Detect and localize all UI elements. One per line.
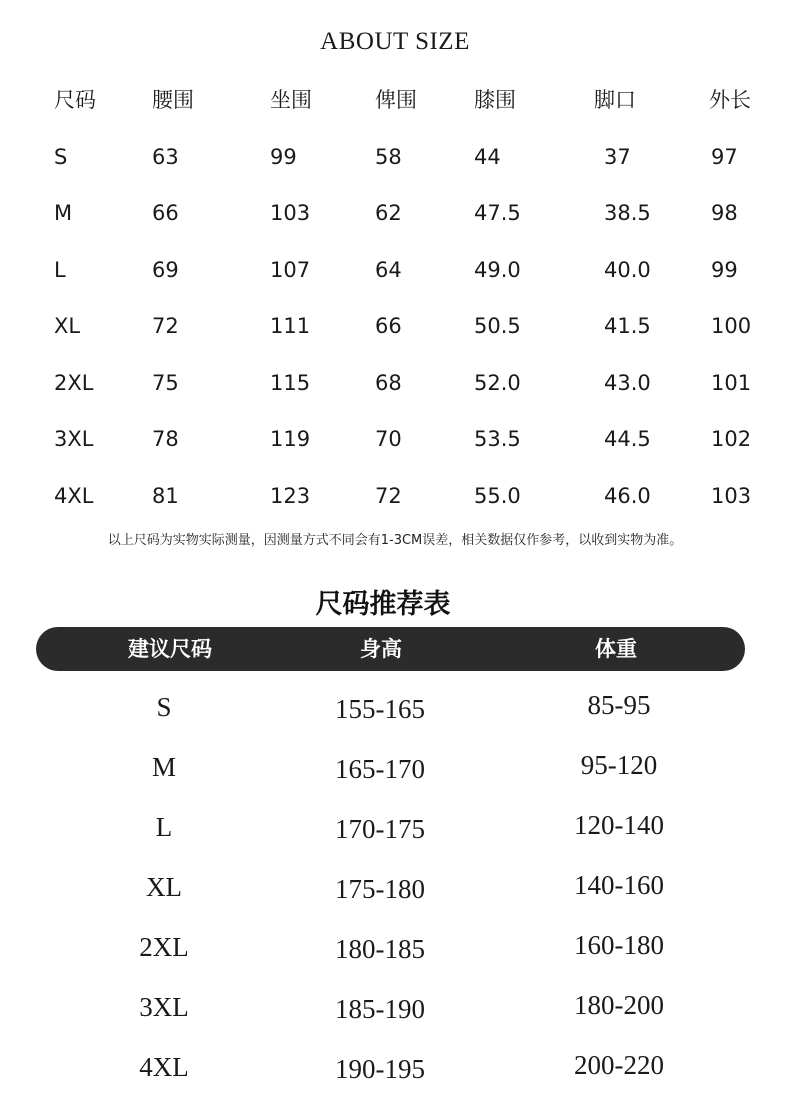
rec-cell-height: 155-165 [335,694,425,724]
size-cell-knee: 47.5 [474,201,521,225]
recommendation-row [0,1040,790,1100]
size-cell-length: 98 [711,201,738,225]
rec-cell-size: 2XL [139,932,189,962]
size-cell-thigh: 64 [375,257,402,282]
rec-cell-size: S [156,692,172,722]
size-cell-waist: 81 [152,483,179,508]
size-cell-length: 102 [711,427,752,451]
size-cell-seat: 123 [270,483,311,508]
recommendation-title: 尺码推荐表 [315,589,451,620]
size-cell-size: 2XL [54,370,94,395]
rec-cell-height: 170-175 [335,814,425,844]
size-cell-thigh: 58 [375,144,402,169]
rec-cell-height: 165-170 [335,754,425,784]
size-cell-seat: 111 [270,314,311,338]
size-header-length: 外长 [709,88,751,112]
size-cell-hem: 40.0 [604,257,651,282]
recommendation-row [0,800,790,860]
size-cell-seat: 115 [270,370,311,395]
recommendation-header-bar [36,627,745,671]
recommendation-row [0,740,790,800]
size-table-header-row [0,78,790,135]
rec-cell-size: XL [146,872,182,902]
size-header-seat: 坐围 [270,88,312,112]
size-table-row [0,135,790,192]
size-cell-hem: 46.0 [604,483,651,508]
rec-cell-size: 3XL [139,992,189,1022]
rec-cell-weight: 85-95 [587,690,651,720]
size-cell-seat: 119 [270,427,311,451]
size-cell-size: M [54,201,73,225]
size-cell-thigh: 72 [375,483,402,508]
rec-cell-size: L [155,812,173,842]
size-table-row [0,361,790,418]
size-header-knee: 膝围 [474,88,516,112]
about-size-title: ABOUT SIZE [320,28,470,55]
size-cell-knee: 52.0 [474,370,521,395]
recommendation-row [0,860,790,920]
size-cell-length: 103 [711,483,752,508]
size-cell-length: 99 [711,257,738,282]
rec-cell-height: 190-195 [335,1054,425,1084]
rec-cell-weight: 160-180 [574,930,664,960]
rec-cell-weight: 140-160 [574,870,664,900]
size-cell-thigh: 66 [375,314,402,338]
rec-cell-weight: 180-200 [574,990,664,1020]
size-cell-knee: 55.0 [474,483,521,508]
size-table-row [0,417,790,474]
size-cell-knee: 49.0 [474,257,521,282]
size-cell-length: 100 [711,314,752,338]
rec-cell-weight: 200-220 [574,1050,664,1080]
size-cell-hem: 43.0 [604,370,651,395]
size-table-row [0,248,790,305]
rec-cell-size: M [151,752,176,782]
size-cell-hem: 41.5 [604,314,651,338]
size-measurement-table [0,78,790,530]
size-cell-hem: 38.5 [604,201,651,225]
rec-cell-weight: 95-120 [580,750,658,780]
rec-cell-size: 4XL [139,1052,189,1082]
size-cell-size: 3XL [54,427,94,451]
size-table-row [0,304,790,361]
size-cell-thigh: 62 [375,201,402,225]
size-cell-seat: 103 [270,201,311,225]
size-cell-thigh: 68 [375,370,402,395]
rec-cell-height: 180-185 [335,934,425,964]
size-table-row [0,474,790,531]
size-cell-waist: 72 [152,314,179,338]
rec-cell-weight: 120-140 [574,810,664,840]
recommendation-row [0,980,790,1040]
size-header-waist: 腰围 [152,88,194,112]
recommendation-table [0,680,790,1100]
size-cell-knee: 44 [474,144,501,169]
size-cell-knee: 50.5 [474,314,521,338]
recommendation-row [0,680,790,740]
size-table-row [0,191,790,248]
size-cell-length: 101 [711,370,752,395]
size-cell-thigh: 70 [375,427,402,451]
size-cell-seat: 107 [270,257,311,282]
size-cell-size: 4XL [54,483,94,508]
size-cell-waist: 69 [152,257,179,282]
size-cell-waist: 75 [152,370,179,395]
rec-cell-height: 185-190 [335,994,425,1024]
size-header-thigh: 俾围 [375,88,417,112]
size-cell-size: XL [54,314,81,338]
size-header-hem: 脚口 [594,88,636,112]
rec-header-weight: 体重 [595,637,637,661]
rec-cell-height: 175-180 [335,874,425,904]
rec-header-size: 建议尺码 [128,637,212,661]
size-cell-knee: 53.5 [474,427,521,451]
size-cell-size: S [54,144,68,169]
size-cell-hem: 44.5 [604,427,651,451]
size-cell-length: 97 [711,144,738,169]
size-cell-waist: 78 [152,427,179,451]
size-cell-hem: 37 [604,144,631,169]
size-header-size: 尺码 [54,88,96,112]
size-cell-waist: 66 [152,201,179,225]
recommendation-row [0,920,790,980]
size-cell-size: L [54,257,66,282]
size-cell-seat: 99 [270,144,297,169]
size-cell-waist: 63 [152,144,179,169]
rec-header-height: 身高 [360,637,402,661]
measurement-note: 以上尺码为实物实际测量，因测量方式不同会有1-3CM误差，相关数据仅作参考，以收到实物为准。 [107,533,683,548]
